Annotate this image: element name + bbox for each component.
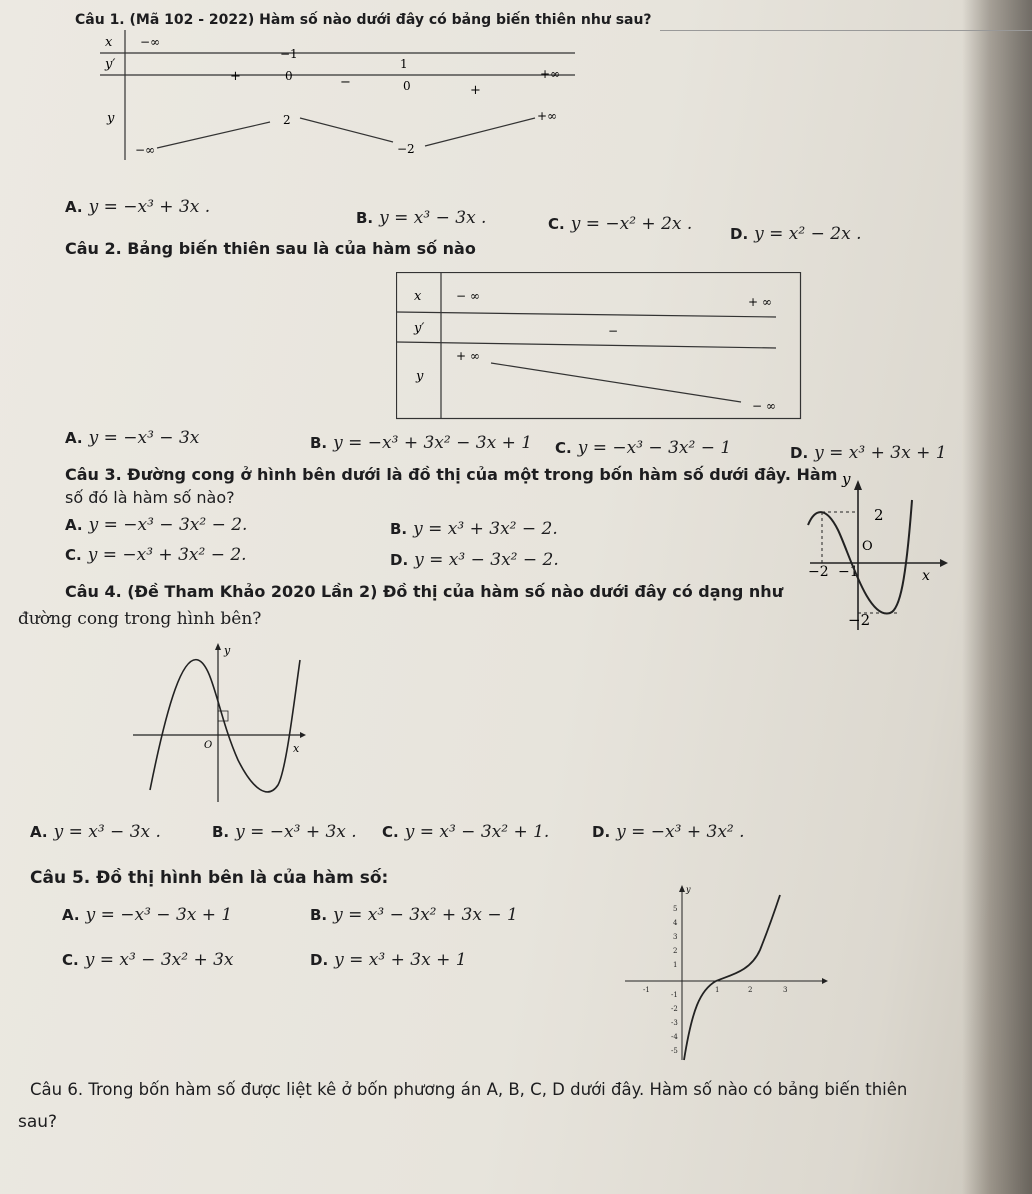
q4-option-b-letter: B. (212, 823, 230, 841)
q3-x-label: x (922, 568, 930, 584)
q5-option-d-letter: D. (310, 951, 329, 969)
q1-option-b-text: y = x³ − 3x . (379, 208, 487, 228)
q2-option-b-letter: B. (310, 434, 328, 452)
q4-option-a[interactable] (30, 822, 161, 842)
q1-sign-3: 0 (403, 79, 411, 93)
q4-option-b[interactable] (212, 822, 357, 842)
q5-option-c[interactable] (62, 950, 234, 970)
q1-option-a[interactable] (65, 197, 210, 217)
q5-ytick-m2: -2 (671, 1005, 678, 1013)
q3-title-text: Câu 3. Đường cong ở hình bên dưới là đồ thị của một trong bốn hàm số dưới đây. Hàm (65, 465, 838, 484)
q3-option-b[interactable] (390, 519, 558, 539)
q1-option-b[interactable] (356, 208, 486, 228)
q1-y-2: −2 (397, 142, 415, 156)
q4-option-a-text: y = x³ − 3x . (53, 822, 161, 842)
q3-y-label: y (842, 470, 851, 488)
q3-origin: O (862, 539, 873, 554)
q1-y-0: −∞ (135, 143, 156, 157)
top-rule (660, 0, 1032, 31)
q1-sign-0: + (230, 69, 241, 84)
q5-option-c-text: y = x³ − 3x² + 3x (84, 950, 234, 970)
q1-option-c-letter: C. (548, 215, 565, 233)
q1-y-3: +∞ (537, 109, 558, 123)
q5-xtick-1: 1 (715, 986, 720, 994)
q5-option-c-letter: C. (62, 951, 79, 969)
q2-option-d[interactable] (790, 443, 947, 463)
q1-x-3: +∞ (540, 67, 561, 81)
q2-option-c-text: y = −x³ − 3x² − 1 (577, 438, 732, 458)
q3-option-a[interactable] (65, 515, 247, 535)
q4-option-c-text: y = x³ − 3x² + 1. (404, 822, 550, 842)
q5-ytick-3: 3 (673, 933, 678, 941)
q1-sign-1: 0 (285, 69, 293, 83)
q1-x-2: 1 (400, 57, 408, 71)
q1-option-d[interactable] (730, 224, 861, 244)
q4-y-label: y (224, 644, 231, 657)
q1-sign-2: − (340, 75, 351, 90)
q1-sign-4: + (470, 83, 481, 98)
q5-ytick-m4: -4 (671, 1033, 678, 1041)
q5-option-b-letter: B. (310, 906, 328, 924)
q2-option-d-letter: D. (790, 444, 809, 462)
q4-option-c[interactable] (382, 822, 549, 842)
q1-x-label: x (105, 35, 113, 50)
q2-x-0: − ∞ (456, 289, 480, 303)
q4-option-c-letter: C. (382, 823, 399, 841)
q2-y-label: y (416, 369, 424, 384)
q3-option-a-letter: A. (65, 516, 83, 534)
q3-option-c-text: y = −x³ + 3x² − 2. (87, 545, 247, 565)
q3-option-c[interactable] (65, 545, 247, 565)
q5-option-d[interactable] (310, 950, 467, 970)
q1-option-a-text: y = −x³ + 3x . (88, 197, 211, 217)
q3-option-d[interactable] (390, 550, 559, 570)
q5-ytick-4: 4 (673, 919, 678, 927)
q3-label-2: 2 (874, 506, 884, 524)
q3-title-line2: số đó là hàm số nào? (65, 488, 235, 507)
q3-title-line1 (65, 465, 837, 485)
q5-option-d-text: y = x³ + 3x + 1 (334, 950, 467, 970)
q1-yp-label: y′ (105, 57, 116, 72)
q1-x-0: −∞ (140, 35, 161, 49)
q3-label-neg1: −1 (838, 564, 859, 580)
q5-xtick-m1: -1 (643, 986, 650, 994)
q4-option-d-letter: D. (592, 823, 611, 841)
q4-option-b-text: y = −x³ + 3x . (235, 822, 357, 842)
q2-yp-label: y′ (414, 321, 425, 336)
q4-graph (128, 640, 308, 805)
q1-option-d-text: y = x² − 2x . (754, 224, 862, 244)
q2-sign: − (608, 324, 619, 338)
q3-label-neg2x: −2 (808, 564, 829, 580)
q5-ytick-5: 5 (673, 905, 678, 913)
q2-y-0: + ∞ (456, 349, 480, 363)
q5-option-a-text: y = −x³ − 3x + 1 (85, 905, 233, 925)
q5-title: Câu 5. Đồ thị hình bên là của hàm số: (30, 868, 389, 888)
q5-option-b-text: y = x³ − 3x² + 3x − 1 (333, 905, 518, 925)
q2-x-1: + ∞ (748, 295, 772, 309)
q6-line2: sau? (18, 1112, 58, 1132)
q2-option-b-text: y = −x³ + 3x² − 3x + 1 (333, 433, 533, 453)
q4-origin: O (204, 740, 213, 751)
q1-title: Câu 1. (Mã 102 - 2022) Hàm số nào dưới đây có bảng biến thiên như sau? (75, 12, 652, 28)
page-edge-shadow (962, 0, 1032, 1194)
q3-graph (800, 470, 950, 635)
q6-line1: Câu 6. Trong bốn hàm số được liệt kê ở bốn phương án A, B, C, D dưới đây. Hàm số nào có bảng biến thiên (30, 1080, 908, 1099)
q2-option-c[interactable] (555, 438, 731, 458)
q3-option-d-text: y = x³ − 3x² − 2. (414, 550, 559, 570)
q5-option-b[interactable] (310, 905, 518, 925)
q3-option-c-letter: C. (65, 546, 82, 564)
q2-option-c-letter: C. (555, 439, 572, 457)
q4-title-line2: đường cong trong hình bên? (18, 609, 262, 629)
q1-variation-table (95, 30, 585, 165)
q3-option-a-text: y = −x³ − 3x² − 2. (88, 515, 248, 535)
q2-option-d-text: y = x³ + 3x + 1 (814, 443, 947, 463)
q1-y-label: y (107, 111, 115, 126)
q2-x-label: x (414, 289, 422, 304)
q1-option-c-text: y = −x² + 2x . (570, 214, 693, 234)
q2-option-a[interactable] (65, 428, 199, 448)
q2-option-b[interactable] (310, 433, 532, 453)
q5-ytick-m5: -5 (671, 1047, 678, 1055)
q5-xtick-2: 2 (748, 986, 753, 994)
q4-title-line1: Câu 4. (Đề Tham Khảo 2020 Lần 2) Đồ thị của hàm số nào dưới đây có dạng như (65, 582, 784, 601)
q1-option-c[interactable] (548, 214, 692, 234)
q5-option-a-letter: A. (62, 906, 80, 924)
q5-ytick-1: 1 (673, 961, 678, 969)
q2-y-1: − ∞ (752, 399, 776, 413)
q1-option-d-letter: D. (730, 225, 749, 243)
q3-option-b-text: y = x³ + 3x² − 2. (413, 519, 558, 539)
q1-x-1: −1 (280, 47, 298, 61)
q1-option-b-letter: B. (356, 209, 374, 227)
q4-option-d[interactable] (592, 822, 745, 842)
q4-option-a-letter: A. (30, 823, 48, 841)
q2-option-a-letter: A. (65, 429, 83, 447)
q3-label-neg2y: −2 (848, 611, 871, 629)
q4-x-label: x (293, 742, 300, 755)
q5-y-label: y (686, 885, 691, 894)
q2-title: Câu 2. Bảng biến thiên sau là của hàm số nào (65, 239, 476, 258)
q4-option-d-text: y = −x³ + 3x² . (616, 822, 745, 842)
q5-option-a[interactable] (62, 905, 232, 925)
q5-graph (620, 880, 835, 1065)
q1-option-a-letter: A. (65, 198, 83, 216)
q5-ytick-m1: -1 (671, 991, 678, 999)
q1-y-1: 2 (283, 113, 291, 127)
q5-ytick-m3: -3 (671, 1019, 678, 1027)
q3-option-d-letter: D. (390, 551, 409, 569)
q5-xtick-3: 3 (783, 986, 788, 994)
q2-variation-table (396, 272, 802, 420)
q2-option-a-text: y = −x³ − 3x (88, 428, 200, 448)
q3-option-b-letter: B. (390, 520, 408, 538)
q5-ytick-2: 2 (673, 947, 678, 955)
